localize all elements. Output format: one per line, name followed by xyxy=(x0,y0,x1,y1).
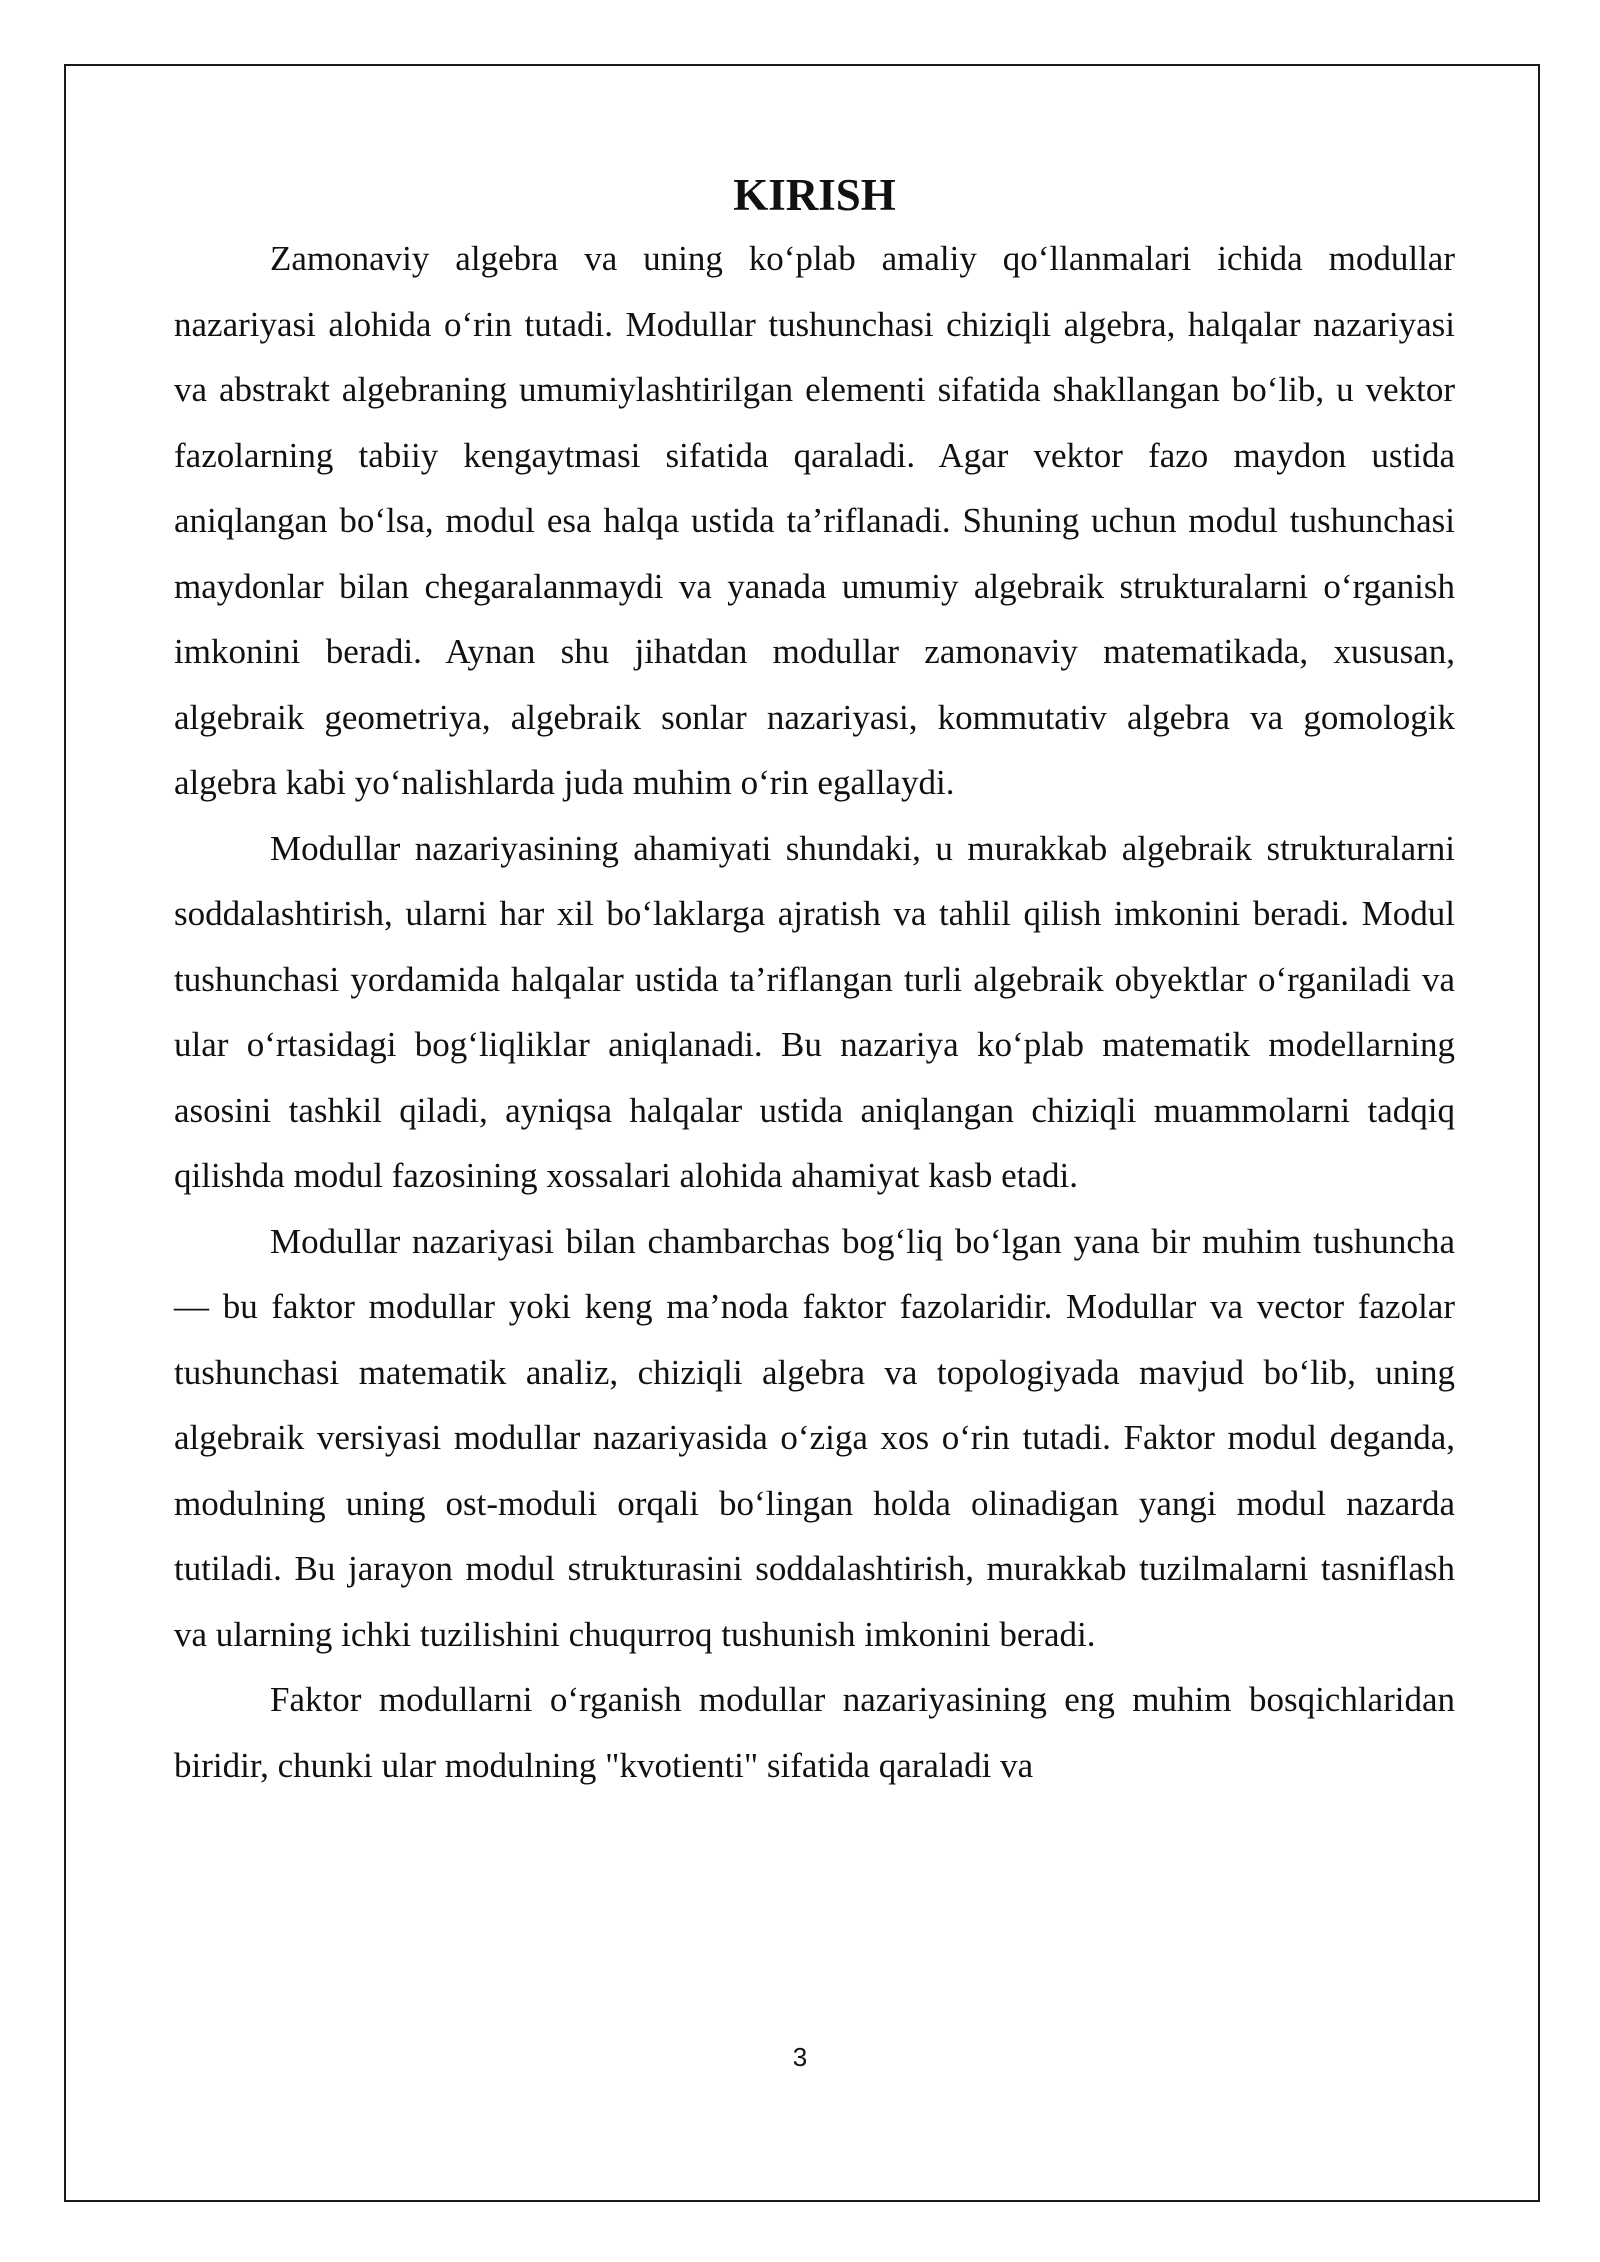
document-body xyxy=(174,160,1455,1798)
paragraph-3: Modullar nazariyasi bilan chambarchas bog‘liq bo‘lgan yana bir muhim tushuncha — bu faktor modullar yoki keng ma’noda faktor fazolaridir. Modullar va vector fazolar tushunchasi matematik analiz, chiziqli algebra va topologiyada mavjud bo‘lib, uning algebraik versiyasi modullar nazariyasida o‘ziga xos o‘rin tutadi. Faktor modul deganda, modulning uning ost-moduli orqali bo‘lingan holda olinadigan yangi modul nazarda tutiladi. Bu jarayon modul strukturasini soddalashtirish, murakkab tuzilmalarni tasniflash va ularning ichki tuzilishini chuqurroq tushunish imkonini beradi. xyxy=(174,1221,1455,1654)
paragraph-1: Zamonaviy algebra va uning ko‘plab amaliy qo‘llanmalari ichida modullar nazariyasi alohida o‘rin tutadi. Modullar tushunchasi chiziqli algebra, halqalar nazariyasi va abstrakt algebraning umumiylashtirilgan elementi sifatida shakllangan bo‘lib, u vektor fazolarning tabiiy kengaytmasi sifatida qaraladi. Agar vektor fazo maydon ustida aniqlangan bo‘lsa, modul esa halqa ustida ta’riflanadi. Shuning uchun modul tushunchasi maydonlar bilan chegaralanmaydi va yanada umumiy algebraik strukturalarni o‘rganish imkonini beradi. Aynan shu jihatdan modullar zamonaviy matematikada, xususan, algebraik geometriya, algebraik sonlar nazariyasi, kommutativ algebra va gomologik algebra kabi yo‘nalishlarda juda muhim o‘rin egallaydi. xyxy=(174,239,1455,802)
document-title: KIRISH xyxy=(733,170,896,220)
page-number: 3 xyxy=(792,2042,808,2072)
paragraph-4: Faktor modullarni o‘rganish modullar nazariyasining eng muhim bosqichlaridan biridir, chunki ular modulning "kvotienti" sifatida qaraladi va xyxy=(174,1680,1455,1785)
paragraph-2: Modullar nazariyasining ahamiyati shundaki, u murakkab algebraik strukturalarni soddalashtirish, ularni har xil bo‘laklarga ajratish va tahlil qilish imkonini beradi. Modul tushunchasi yordamida halqalar ustida ta’riflangan turli algebraik obyektlar o‘rganiladi va ular o‘rtasidagi bog‘liqliklar aniqlanadi. Bu nazariya ko‘plab matematik modellarning asosini tashkil qiladi, ayniqsa halqalar ustida aniqlangan chiziqli muammolarni tadqiq qilishda modul fazosining xossalari alohida ahamiyat kasb etadi. xyxy=(174,828,1455,1195)
